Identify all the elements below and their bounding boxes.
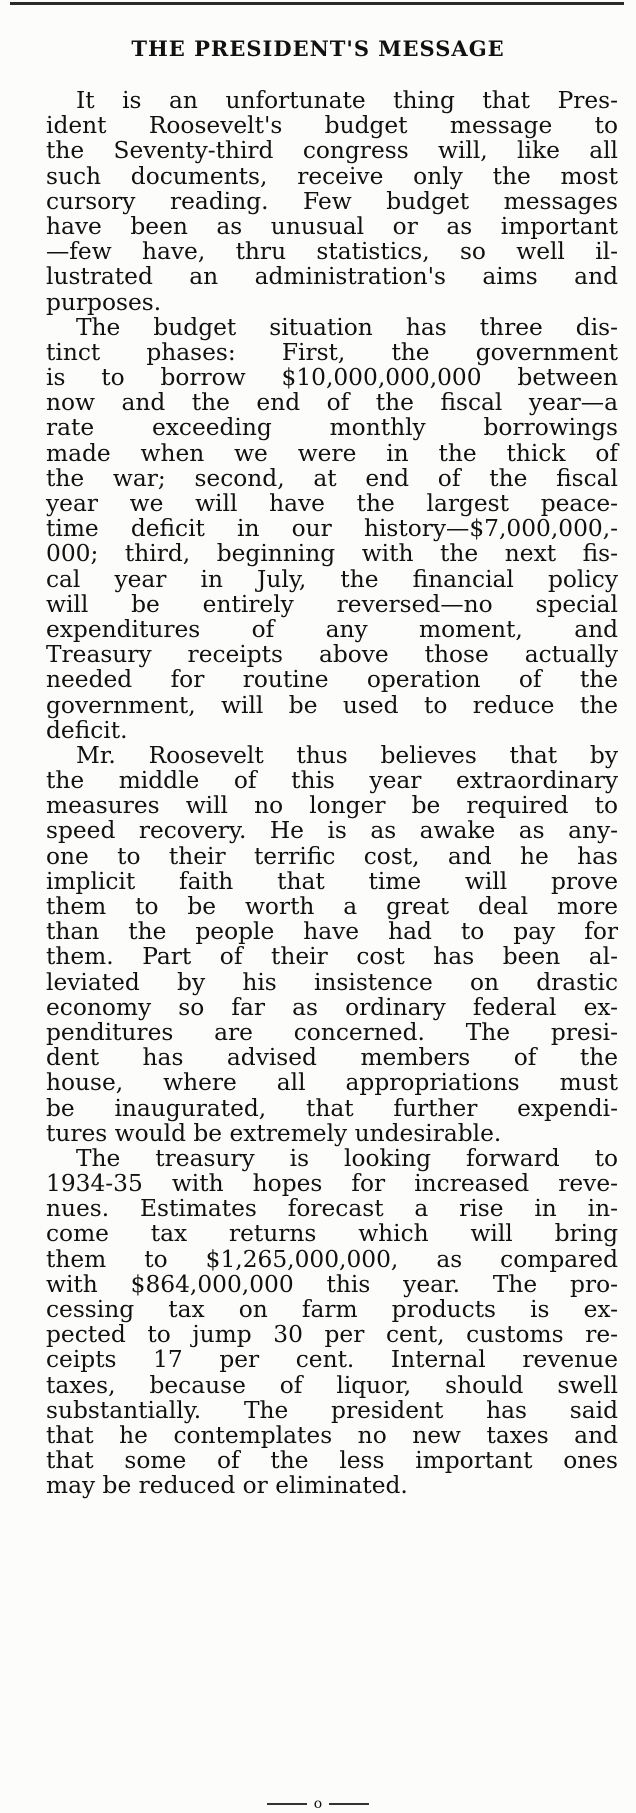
text-line: cursory reading. Few budget messages (46, 187, 618, 215)
text-line: now and the end of the fiscal year—a (46, 389, 618, 417)
text-line: dent has advised members of the (46, 1044, 618, 1072)
text-line: lustrated an administration's aims and (46, 263, 618, 291)
text-line: The budget situation has three dis- (76, 313, 618, 341)
text-line: Mr. Roosevelt thus believes that by (76, 741, 618, 769)
text-line: them. Part of their cost has been al- (46, 943, 618, 971)
text-line: cessing tax on farm products is ex- (46, 1296, 618, 1323)
text-line: ident Roosevelt's budget message to (46, 112, 618, 140)
text-line: economy so far as ordinary federal ex- (46, 993, 618, 1021)
text-line: the Seventy-third congress will, like all (46, 137, 618, 165)
text-line: It is an unfortunate thing that Pres- (76, 87, 618, 114)
end-rule-right (329, 1803, 369, 1805)
text-line: will be entirely reversed—no special (46, 590, 618, 618)
text-line: one to their terrific cost, and he has (46, 842, 618, 870)
paragraph (46, 743, 618, 1146)
text-line: —few have, thru statistics, so well il- (46, 238, 618, 266)
text-line: pected to jump 30 per cent, customs re- (46, 1321, 618, 1349)
text-line: government, will be used to reduce the (46, 691, 618, 719)
text-line: 000; third, beginning with the next fis- (46, 540, 618, 568)
text-line: purposes. (46, 288, 162, 316)
text-line: them to be worth a great deal more (46, 893, 618, 920)
end-mark: o (313, 1795, 323, 1812)
paragraph (46, 1146, 618, 1499)
end-ornament (0, 1793, 636, 1812)
text-line: rate exceeding monthly borrowings (46, 414, 618, 442)
text-line: made when we were in the thick of (46, 439, 618, 467)
text-line: taxes, because of liquor, should swell (46, 1371, 618, 1399)
headline: THE PRESIDENT'S MESSAGE (131, 36, 505, 61)
text-line: needed for routine operation of the (46, 666, 618, 694)
text-line: penditures are concerned. The presi- (46, 1018, 618, 1046)
text-line: such documents, receive only the most (46, 162, 618, 190)
text-line: leviated by his insistence on drastic (46, 968, 618, 996)
text-line: The treasury is looking forward to (76, 1144, 618, 1172)
text-line: with $864,000,000 this year. The pro- (46, 1270, 618, 1298)
text-line: speed recovery. He is as awake as any- (46, 817, 618, 845)
end-rule-left (267, 1803, 307, 1805)
article-body (46, 88, 618, 1499)
text-line: be inaugurated, that further expendi- (46, 1094, 618, 1122)
text-line: than the people have had to pay for (46, 918, 618, 946)
text-line: come tax returns which will bring (46, 1220, 618, 1248)
text-line: have been as unusual or as important (46, 212, 618, 240)
text-line: deficit. (46, 716, 128, 744)
text-line: house, where all appropriations must (46, 1069, 618, 1097)
text-line: that some of the less important ones (46, 1447, 618, 1475)
text-line: tures would be extremely undesirable. (46, 1119, 502, 1147)
text-line: Treasury receipts above those actually (46, 641, 618, 669)
text-line: tinct phases: First, the government (46, 338, 618, 366)
text-line: cal year in July, the financial policy (46, 565, 618, 593)
text-line: expenditures of any moment, and (46, 615, 618, 643)
text-line: them to $1,265,000,000, as compared (46, 1245, 618, 1273)
top-column-rule (10, 2, 624, 5)
text-line: time deficit in our history—$7,000,000,- (46, 515, 618, 543)
text-line: that he contemplates no new taxes and (46, 1421, 618, 1449)
text-line: the middle of this year extraordinary (46, 767, 618, 795)
paragraph (46, 88, 618, 315)
text-line: nues. Estimates forecast a rise in in- (46, 1195, 618, 1223)
text-line: year we will have the largest peace- (46, 490, 618, 517)
text-line: is to borrow $10,000,000,000 between (46, 364, 618, 392)
text-line: substantially. The president has said (46, 1396, 618, 1424)
paragraph (46, 315, 618, 743)
text-line: measures will no longer be required to (46, 792, 618, 820)
text-line: may be reduced or eliminated. (46, 1472, 408, 1500)
text-line: 1934-35 with hopes for increased reve- (46, 1170, 618, 1198)
text-line: implicit faith that time will prove (46, 867, 618, 895)
text-line: ceipts 17 per cent. Internal revenue (46, 1346, 618, 1374)
text-line: the war; second, at end of the fiscal (46, 464, 618, 492)
